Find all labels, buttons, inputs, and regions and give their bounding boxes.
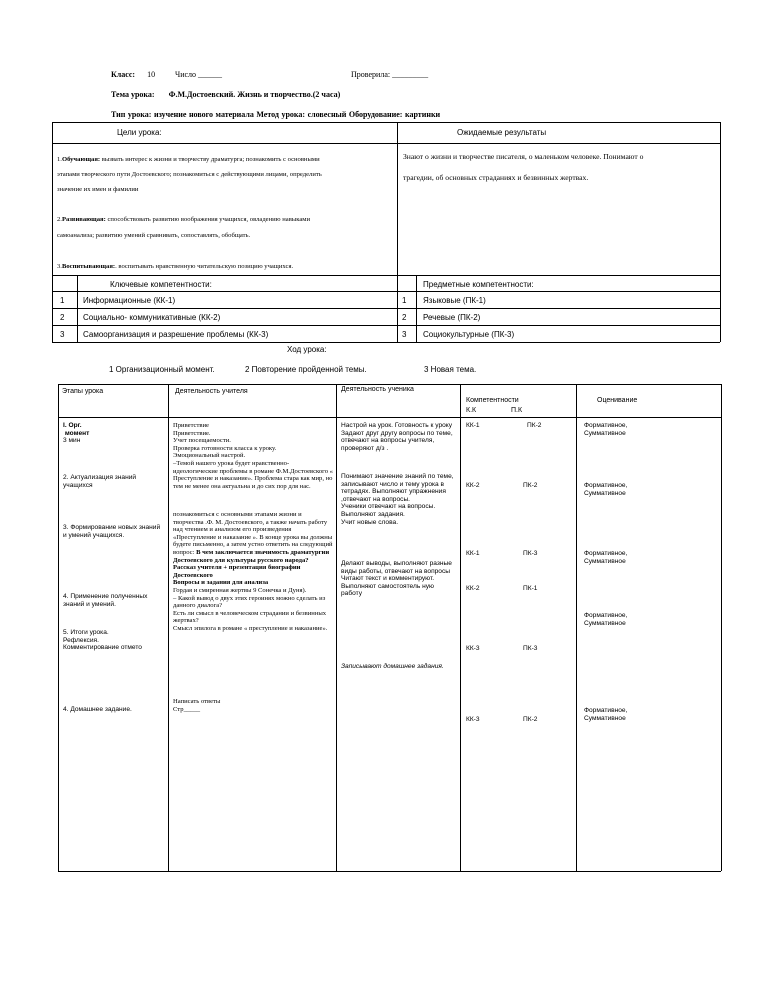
goal-3-number: 3.	[57, 263, 62, 270]
eval-2-formative: Формативное,	[584, 482, 628, 489]
comp-row-2-num: 2	[60, 313, 65, 322]
student-line-2c: Выполняют задания.	[341, 510, 405, 518]
goal-1-text-3: значение их имен и фамилии	[57, 186, 139, 193]
eval-3	[584, 550, 714, 565]
h-student: Деятельность ученика	[341, 386, 414, 393]
stage-5-title: 5. Итоги урока.	[63, 629, 109, 636]
kk-5: КК-3	[466, 645, 480, 652]
stage-2: 2. Актуализация знаний учащихся	[63, 474, 137, 489]
class-line	[111, 70, 155, 79]
student-line-2d: Учит новые слова.	[341, 518, 399, 526]
table-right-border	[720, 122, 721, 342]
student-block-3	[341, 560, 455, 598]
student-line-4b: Выполняют самостоятель ную работу	[341, 582, 434, 598]
lesson-type-line: Тип урока: изучение нового материала Метод урока: словесный Оборудование: картинки	[111, 110, 441, 119]
goals-mid-divider	[397, 122, 398, 342]
student-line-1: Настрой на урок. Готовность к уроку	[341, 422, 453, 429]
lesson-col-3	[460, 384, 461, 871]
teacher-line-1: Приветствие	[173, 422, 209, 429]
results-text-2: трагедии, об основных страданиях и безвинных жертвах.	[403, 173, 589, 182]
kk-4: КК-2	[466, 585, 480, 592]
student-line-2b: Ученики отвечают на вопросы.	[341, 503, 436, 511]
goals-header: Цели урока:	[117, 128, 162, 137]
comp-header-bottom	[52, 291, 720, 292]
topic-line	[111, 90, 340, 99]
comp-row-3-num: 3	[60, 330, 65, 339]
goal-2-number: 2.	[57, 216, 62, 223]
stage-1-title: I. Орг.	[63, 422, 82, 429]
stage-3: 3. Формирование новых знаний и умений учащихся.	[63, 524, 161, 539]
teacher-line-4: Проверка готовности класса к уроку.	[173, 444, 277, 452]
stage-5-reflection: Рефлексия.	[63, 636, 99, 644]
eval-4-summative: Суммативное	[584, 619, 626, 627]
goal-1-number: 1.	[57, 156, 62, 163]
teacher-line-13: Смысл эпилога в романе « преступление и наказание».	[173, 624, 328, 632]
goal-1-title: Обучающая:	[61, 156, 101, 163]
stage-1-time: 3 мин	[63, 437, 81, 445]
goal-1-text-2: этапами творческого пути Достоевского; познакомиться с действующими лицами, определить	[57, 171, 322, 178]
h-kk: К.К	[466, 407, 477, 414]
comp-row-3-bottom	[52, 342, 720, 343]
eval-4	[584, 612, 714, 627]
goal-3-text: . воспитывать нравственную читательскую позицию учащихся.	[115, 263, 294, 270]
stage-5-comment: Комментирование отмето	[63, 644, 142, 652]
kk-1: КК-1	[466, 422, 480, 429]
eval-5-summative: Суммативное	[584, 714, 626, 722]
student-line-1b: Задают друг другу вопросы по теме, отвечают на вопросы учителя, проверяют д/з .	[341, 429, 453, 452]
lesson-col-0	[58, 384, 59, 871]
comp-row-2-bottom	[52, 325, 720, 326]
comp-row-1-num: 1	[60, 296, 65, 305]
eval-2	[584, 482, 714, 497]
eval-1	[584, 422, 714, 437]
goal-2-text-2: самоанализа; развитию умений сравнивать, сопоставлять, обобщать.	[57, 232, 251, 239]
eval-2-summative: Суммативное	[584, 489, 626, 497]
topic-label: Тема урока:	[111, 90, 155, 99]
teacher-block-1	[173, 422, 333, 490]
student-line-2: Понимают значение знаний по теме, записывают число и тему урока в тетрадях. Выполняют упражнения ,отвечают на вопросы.	[341, 473, 454, 503]
student-line-3: Делают выводы, выполняют разные виды работы, отвечают на вопросы	[341, 560, 452, 575]
pk-3: ПК-3	[523, 550, 538, 557]
h-pk: П.К	[511, 407, 523, 414]
class-label: Класс:	[111, 70, 136, 79]
topic-value: Ф.М.Достоевский. Жизнь и творчество.(2 часа)	[168, 90, 341, 99]
lesson-col-5	[721, 384, 722, 871]
eval-3-formative: Формативное,	[584, 550, 628, 557]
comp-row-1-key: Информационные (КК-1)	[83, 296, 176, 305]
teacher-line-8: Рассказ учителя + презентация биографии Достоевского	[173, 564, 301, 579]
course-step-1: 1 Организационный момент.	[109, 365, 215, 374]
stage-5	[63, 629, 167, 652]
goals-table-top	[52, 122, 720, 123]
stage-4: 4. Применение полученных знаний и умений.	[63, 593, 148, 608]
eval-3-summative: Суммативное	[584, 557, 626, 565]
course-step-3: 3 Новая тема.	[424, 365, 477, 374]
teacher-line-15: Стр_____	[173, 705, 201, 713]
goal-1-text: вызвать интерес к жизни и творчеству драматурга; познакомить с основными	[100, 156, 320, 163]
student-block-4: Записывают домашнее задания.	[341, 663, 444, 670]
student-block-1	[341, 422, 455, 452]
comp-right-num-divider	[416, 275, 417, 342]
goal-2-text: способствовать развитию воображения учащихся, овладению навыками	[105, 216, 310, 223]
results-text-1: Знают о жизни и творчестве писателя, о маленьком человеке. Понимают о	[403, 152, 644, 161]
goal-2-title: Развивающая:	[61, 216, 106, 223]
comp-row-2-subject: Речевые (ПК-2)	[423, 313, 481, 322]
lesson-table-top	[58, 384, 721, 385]
teacher-key-question: В чем заключается значимость драматургии Достоевского для культуры русского народа?	[173, 548, 330, 564]
kk-3: КК-1	[466, 550, 480, 557]
comp-left-num-divider	[77, 275, 78, 342]
comp-row-3-num2: 3	[402, 330, 407, 339]
teacher-block-2	[173, 511, 333, 633]
goals-header-bottom	[52, 143, 720, 144]
teacher-line-10: Гордая и смиренная жертвы 9 Сонечка и Дуня).	[173, 586, 307, 594]
eval-5-formative: Формативное,	[584, 707, 628, 714]
lesson-col-2	[336, 384, 337, 871]
pk-4: ПК-1	[523, 585, 538, 592]
subject-comp-header: Предметные компетентности:	[423, 280, 534, 289]
stage-1	[63, 422, 163, 445]
h-competencies: Компетентности	[466, 397, 519, 404]
stage-6: 4. Домашнее задание.	[63, 706, 132, 713]
eval-1-formative: Формативное,	[584, 422, 628, 429]
comp-row-3-key: Самоорганизация и разрешение проблемы (КК-3)	[83, 330, 269, 339]
goal-2	[57, 216, 310, 224]
pk-1: ПК-2	[527, 422, 542, 429]
teacher-line-12: Есть ли смысл в человеческом страдании и безвинных жертвах?	[173, 609, 327, 625]
eval-5	[584, 707, 714, 722]
teacher-line-2: Приветствие.	[173, 429, 211, 437]
goal-3	[57, 263, 293, 271]
comp-row-2-key: Социально- коммуникативные (КК-2)	[83, 313, 221, 322]
course-step-2: 2 Повторение пройденной темы.	[245, 365, 367, 374]
student-line-4: Читают текст и комментируют.	[341, 575, 435, 583]
stage-1-sub: момент	[64, 429, 90, 437]
comp-row-1-num2: 1	[402, 296, 407, 305]
comp-row-1-bottom	[52, 308, 720, 309]
teacher-line-7: познакомиться с основными этапами жизни и творчества .Ф. М. Достоевского, а также начать работу над чтением и анализом его произведения «Преступление и наказание ». В конце урока вы должны будете письменно, а затем устно ответить на следующий вопрос:	[173, 511, 333, 556]
lesson-table-header-bottom	[58, 417, 721, 418]
pk-6: ПК-2	[523, 716, 538, 723]
lesson-col-1	[168, 384, 169, 871]
course-title: Ход урока:	[287, 345, 327, 354]
teacher-line-6: –Темой нашего урока будет нравственно-идеологические проблемы в романе Ф.М.Достоевского « Преступление и наказание». Проблема стара как мир, но тем не менее она актуальна и до сих пор для нас.	[173, 459, 333, 490]
student-block-2	[341, 473, 455, 526]
teacher-line-3: Учет посещаемости.	[173, 437, 231, 445]
goal-1	[57, 156, 320, 164]
class-value: 10	[147, 70, 156, 79]
h-teacher: Деятельность учителя	[175, 388, 248, 395]
results-header: Ожидаемые результаты	[457, 128, 547, 137]
eval-1-summative: Суммативное	[584, 429, 626, 437]
goal-3-title: Воспитывающая:	[61, 263, 116, 270]
table-left-border	[52, 122, 53, 342]
kk-2: КК-2	[466, 482, 480, 489]
teacher-block-3	[173, 698, 333, 713]
h-stages: Этапы урока	[62, 388, 104, 395]
checked-field: Проверила: _________	[351, 70, 429, 79]
number-field: Число ______	[175, 70, 223, 79]
comp-row-2-num2: 2	[402, 313, 407, 322]
lesson-col-4	[576, 384, 577, 871]
teacher-line-9: Вопросы и задания для анализа	[173, 579, 269, 587]
pk-2: ПК-2	[523, 482, 538, 489]
pk-5: ПК-3	[523, 645, 538, 652]
kk-6: КК-3	[466, 716, 480, 723]
key-comp-header: Ключевые компетентности:	[110, 280, 212, 289]
comp-top	[52, 275, 720, 276]
eval-4-formative: Формативное,	[584, 612, 628, 619]
comp-row-1-subject: Языковые (ПК-1)	[423, 296, 486, 305]
teacher-line-14: Написать ответы	[173, 698, 221, 705]
lesson-table-bottom	[58, 871, 721, 872]
teacher-line-5: Эмоциональный настрой.	[173, 452, 246, 460]
teacher-line-11: – Какой вывод о двух этих героинях можно сделать из данного диалога?	[173, 594, 326, 610]
h-evaluation: Оценивание	[597, 397, 638, 404]
comp-row-3-subject: Социокультурные (ПК-3)	[423, 330, 515, 339]
